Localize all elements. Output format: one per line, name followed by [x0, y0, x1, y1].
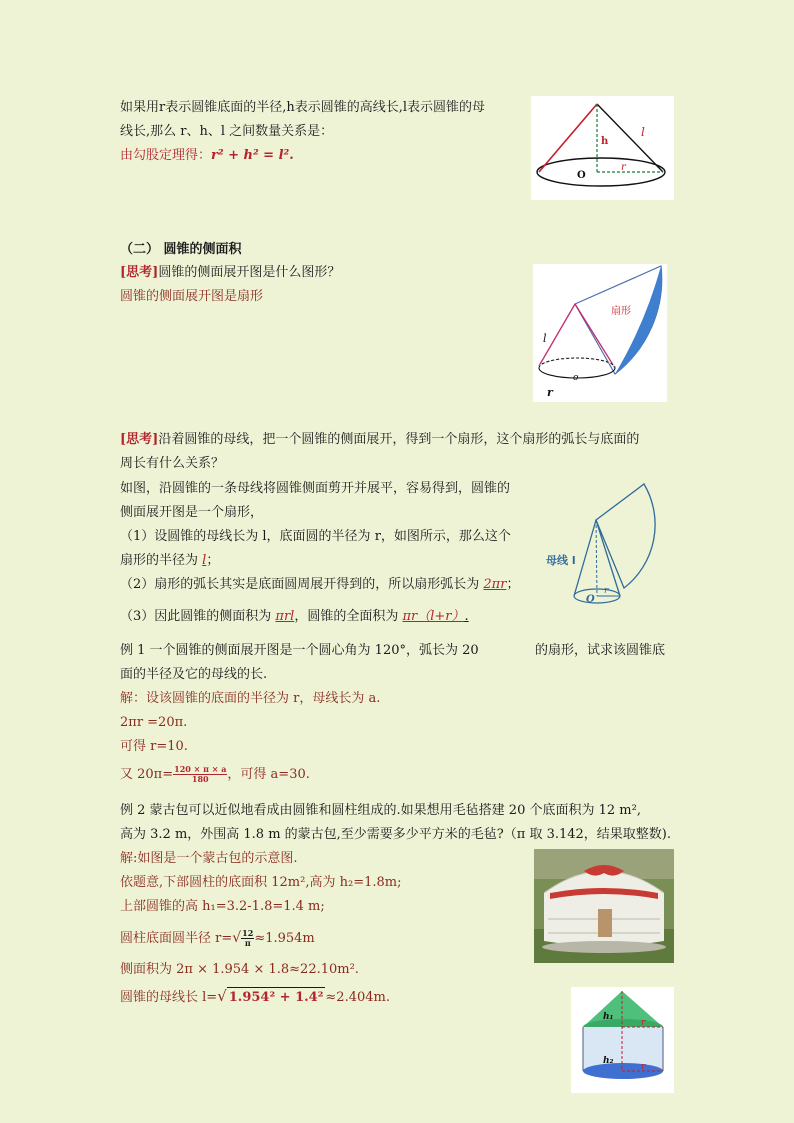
- sol-text: 圆柱底面圆半径 r=: [120, 931, 233, 946]
- sol-text: 又 20π=: [120, 767, 174, 782]
- think-question-2-line1: [120, 430, 639, 450]
- answer-fan-radius: l: [202, 553, 207, 568]
- example1-sol2: 2πr =20π.: [120, 715, 188, 730]
- para-unfold-4: [120, 551, 219, 571]
- cone-sector-figure: [534, 468, 674, 608]
- para-text: （3）因此圆锥的侧面积为: [120, 609, 276, 624]
- para-unfold-5: [120, 575, 519, 595]
- para-unfold-2: 侧面展开图是一个扇形，: [120, 505, 264, 520]
- example2-line2: 高为 3.2 m，外围高 1.8 m 的蒙古包,至少需要多少平方米的毛毡?（π 取 3.142，结果取整数).: [120, 827, 671, 842]
- think-answer-1: 圆锥的侧面展开图是扇形: [120, 289, 264, 304]
- yurt-photo: [534, 849, 674, 963]
- answer-arc-length: 2πr: [483, 577, 507, 592]
- para-text: ；: [206, 553, 220, 568]
- pythagoras-prefix: 由勾股定理得：: [120, 148, 212, 163]
- fraction: [241, 929, 254, 948]
- label-l: l: [641, 125, 645, 139]
- think-tag: [思考]: [120, 265, 159, 280]
- label-o: O: [586, 594, 595, 605]
- fraction-numerator: 120 × π × a: [174, 764, 227, 774]
- think-question-1: [120, 263, 340, 283]
- para-text: ，圆锥的全面积为: [294, 609, 403, 624]
- example1-line2: 面的半径及它的母线的长.: [120, 667, 268, 682]
- label-r: r: [604, 586, 609, 596]
- fraction: [173, 765, 227, 784]
- fraction-denominator: π: [244, 938, 251, 948]
- para-text: .: [464, 609, 469, 624]
- label-h2: h₂: [603, 1056, 614, 1066]
- sol-text: ，可得 a=30.: [227, 767, 310, 782]
- example1-sol4: [120, 765, 310, 785]
- para-cone-relation-1: 如果用r表示圆锥底面的半径,h表示圆锥的高线长,l表示圆锥的母: [120, 100, 486, 115]
- label-o: o: [573, 373, 579, 383]
- example2-sol4: 圆柱底面圆半径 r=√ $\frac{12}{\pi}$ ≈1.954m: [120, 928, 315, 948]
- para-text: 扇形的半径为: [120, 553, 203, 568]
- fraction-denominator: 180: [191, 774, 209, 784]
- label-l: l: [543, 332, 547, 345]
- example1-line1: 例 1 一个圆锥的侧面展开图是一个圆心角为 120°，弧长为 20: [120, 643, 479, 658]
- label-o: O: [577, 170, 586, 181]
- think-question-2-line2: 周长有什么关系？: [120, 456, 225, 471]
- example1-sol1: 解：设该圆锥的底面的半径为 r，母线长为 a.: [120, 691, 381, 706]
- label-r-top: r: [641, 1018, 646, 1028]
- para-unfold-3: （1）设圆锥的母线长为 l，底面圆的半径为 r，如图所示，那么这个: [120, 529, 511, 544]
- cone-cylinder-figure: [571, 987, 674, 1093]
- para-unfold-6: [120, 607, 469, 627]
- answer-total-area: πr（l+r）: [402, 609, 465, 624]
- pythagoras-line: [120, 146, 294, 166]
- label-r: r: [621, 162, 626, 173]
- example2-sol5: 侧面积为 2π × 1.954 × 1.8≈22.10m².: [120, 962, 359, 977]
- section-heading-lateral-area: （二） 圆锥的侧面积: [120, 242, 242, 257]
- label-generatrix: 母线 l: [546, 554, 576, 567]
- think-question-text: 沿着圆锥的母线，把一个圆锥的侧面展开，得到一个扇形，这个扇形的弧长与底面的: [158, 432, 640, 447]
- fraction-numerator: 12: [242, 928, 254, 938]
- example1-sol3: 可得 r=10.: [120, 739, 188, 754]
- example2-sol3: 上部圆锥的高 h₁=3.2-1.8=1.4 m;: [120, 899, 325, 914]
- label-fan: 扇形: [611, 306, 631, 317]
- think-question-text: 圆锥的侧面展开图是什么图形？: [158, 265, 341, 280]
- label-h: h: [601, 136, 609, 147]
- cone-figure: [531, 96, 674, 200]
- label-r: r: [547, 386, 553, 399]
- example1-line1b: 的扇形，试求该圆锥底: [535, 643, 666, 658]
- sol-text: 圆锥的母线长 l=: [120, 990, 218, 1005]
- label-r-bottom: r: [641, 1062, 646, 1072]
- para-text: ；: [506, 577, 520, 592]
- answer-lateral-area: πrl: [275, 609, 295, 624]
- label-h1: h₁: [603, 1012, 614, 1022]
- para-unfold-1: 如图，沿圆锥的一条母线将圆锥侧面剪开并展平，容易得到，圆锥的: [120, 481, 511, 496]
- cone-unfold-figure: [533, 264, 667, 402]
- sol-text: ≈1.954m: [254, 931, 315, 946]
- example2-sol6: 圆锥的母线长 l=√ 1.954² + 1.4² ≈2.404m.: [120, 986, 390, 1008]
- pythagoras-formula: r² + h² = l².: [211, 148, 294, 163]
- para-cone-relation-2: 线长,那么 r、h、l 之间数量关系是：: [120, 124, 334, 139]
- example2-sol1: 解:如图是一个蒙古包的示意图.: [120, 851, 298, 866]
- sol-text: ≈2.404m.: [325, 990, 390, 1005]
- para-text: （2）扇形的弧长其实是底面圆周展开得到的，所以扇形弧长为: [120, 577, 484, 592]
- sqrt-radicand: 1.954² + 1.4²: [227, 987, 326, 1008]
- example2-line1: 例 2 蒙古包可以近似地看成由圆锥和圆柱组成的.如果想用毛毡搭建 20 个底面积为 12 m²,: [120, 803, 641, 818]
- example2-sol2: 依题意,下部圆柱的底面积 12m²,高为 h₂=1.8m;: [120, 875, 402, 890]
- think-tag: [思考]: [120, 432, 159, 447]
